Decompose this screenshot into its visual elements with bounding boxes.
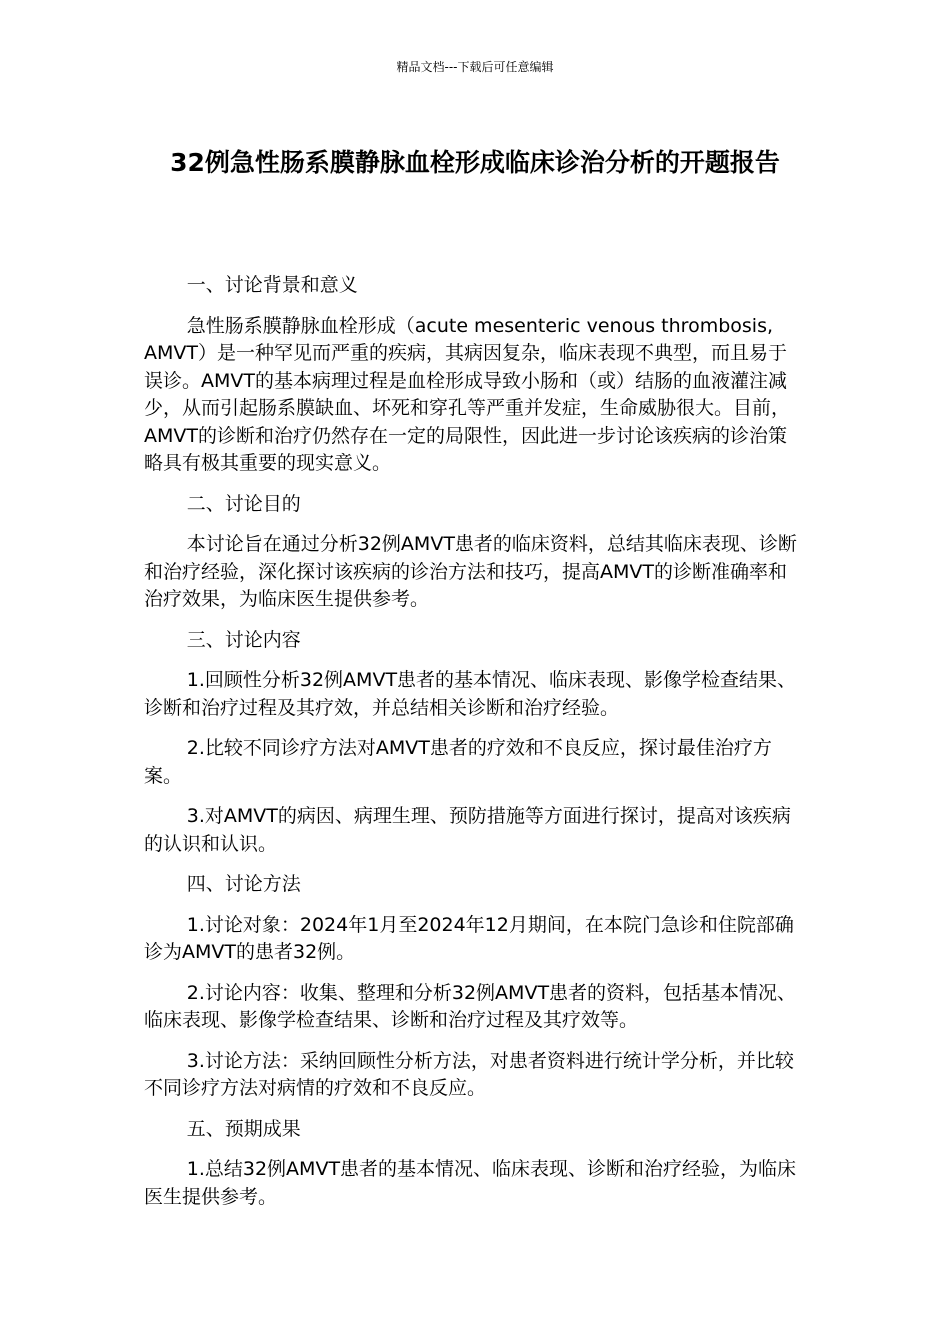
methods-item: 2.讨论内容：收集、整理和分析32例AMVT患者的资料，包括基本情况、临床表现、影像学检查结果、诊断和治疗过程及其疗效等。 xyxy=(144,981,797,1031)
document-title: 32例急性肠系膜静脉血栓形成临床诊治分析的开题报告 xyxy=(170,148,780,177)
page-header-note: 精品文档---下载后可任意编辑 xyxy=(396,60,554,74)
content-item: 1.回顾性分析32例AMVT患者的基本情况、临床表现、影像学检查结果、诊断和治疗过程及其疗效，并总结相关诊断和治疗经验。 xyxy=(144,669,797,719)
section-heading-outcomes: 五、预期成果 xyxy=(186,1117,301,1140)
section-heading-methods: 四、讨论方法 xyxy=(186,873,301,895)
document-body xyxy=(144,272,800,1224)
outcomes-item: 1.总结32例AMVT患者的基本情况、临床表现、诊断和治疗经验，为临床医生提供参考。 xyxy=(144,1158,797,1208)
purpose-paragraph: 本讨论旨在通过分析32例AMVT患者的临床资料，总结其临床表现、诊断和治疗经验，深化探讨该疾病的诊治方法和技巧，提高AMVT的诊断准确率和治疗效果，为临床医生提供参考。 xyxy=(144,533,797,610)
section-heading-purpose: 二、讨论目的 xyxy=(186,492,301,515)
section-heading-background: 一、讨论背景和意义 xyxy=(186,274,358,296)
background-paragraph: 急性肠系膜静脉血栓形成（acute mesenteric venous thrombosis, AMVT）是一种罕见而严重的疾病，其病因复杂，临床表现不典型，而且易于误诊。AMVT的基本病理过程是血栓形成导致小肠和（或）结肠的血液灌注减少，从而引起肠系膜缺血、坏死和穿孔等严重并发症，生命威胁很大。目前，AMVT的诊断和治疗仍然存在一定的局限性，因此进一步讨论该疾病的诊治策略具有极其重要的现实意义。 xyxy=(144,314,791,474)
content-item: 2.比较不同诊疗方法对AMVT患者的疗效和不良反应，探讨最佳治疗方案。 xyxy=(144,737,772,787)
section-heading-content: 三、讨论内容 xyxy=(186,628,301,651)
content-item: 3.对AMVT的病因、病理生理、预防措施等方面进行探讨，提高对该疾病的认识和认识。 xyxy=(144,805,791,855)
methods-item: 3.讨论方法：采纳回顾性分析方法，对患者资料进行统计学分析，并比较不同诊疗方法对病情的疗效和不良反应。 xyxy=(144,1049,794,1099)
methods-item: 1.讨论对象：2024年1月至2024年12月期间，在本院门急诊和住院部确诊为AMVT的患者32例。 xyxy=(144,913,794,963)
